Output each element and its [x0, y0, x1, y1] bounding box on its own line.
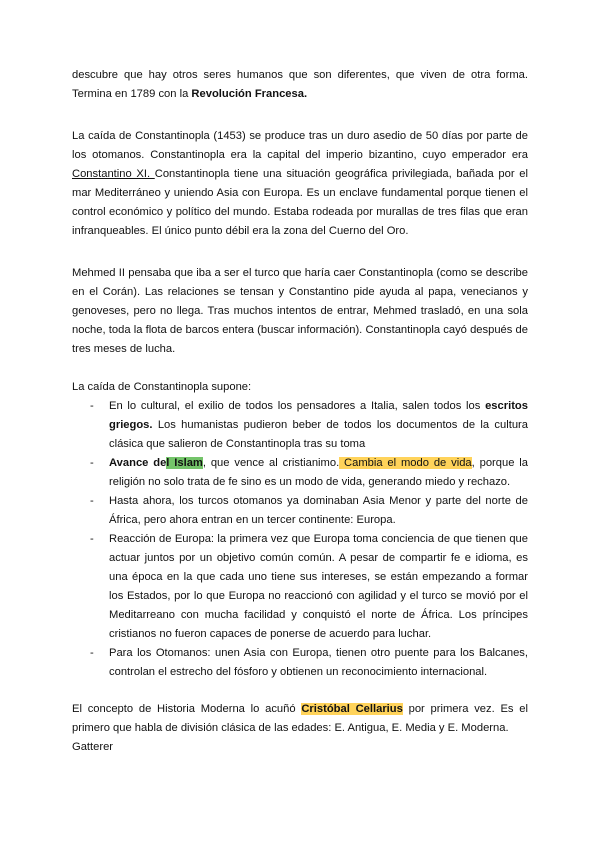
green-highlight: l Islam — [166, 457, 203, 469]
text-run: por primera vez. Es el primero que habla de división clásica de las edades: E. Antigua, E. Media y E. Moderna. — [72, 703, 528, 734]
text-run: Gatterer — [72, 741, 114, 753]
bold-text: Revolución Francesa. — [191, 88, 308, 100]
list-item — [90, 454, 528, 492]
text-run: Para los Otomanos: unen Asia con Europa, tienen otro puente para los Balcanes, controlan el estrecho del fósforo y obtienen un reconocimiento internacional. — [109, 647, 528, 678]
text-run: Constantinopla tiene una situación geográfica privilegiada, bañada por el mar Mediterráneo y uniendo Asia con Europa. Es un enclave fundamental porque tienen el control económico y político del mundo. Estaba rodeada por murallas de tres filas que eran infranqueables. El único punto débil era la zona del Cuerno del Oro. — [72, 168, 528, 237]
list-item — [90, 492, 528, 530]
list-dash: - — [90, 495, 94, 507]
list-dash: - — [90, 400, 94, 412]
paragraph-intro-end — [72, 66, 528, 104]
list-item — [90, 397, 528, 454]
yellow-highlight: Cristóbal Cellarius — [301, 703, 403, 715]
paragraph-historia-moderna — [72, 700, 528, 757]
paragraph-consequences-intro — [72, 378, 528, 397]
bold-text: escritos griegos. — [109, 400, 528, 431]
list-dash: - — [90, 647, 94, 659]
text-run: Hasta ahora, los turcos otomanos ya dominaban Asia Menor y parte del norte de África, pero ahora entran en un tercer continente: Europa. — [109, 495, 528, 526]
text-run: Mehmed II pensaba que iba a ser el turco que haría caer Constantinopla (como se describe en el Corán). Las relaciones se tensan y Constantino pide ayuda al papa, venecianos y genoveses, pero no llega. Tras muchos intentos de entrar, Mehmed trasladó, en una sola noche, toda la flota de barcos entera (buscar información). Constantinopla cayó después de tres meses de lucha. — [72, 267, 528, 355]
text-run: , porque la religión no solo trata de fe sino es un modo de vida, generando miedo y rechazo. — [109, 457, 528, 488]
bold-text: Avance de — [109, 457, 167, 469]
yellow-highlight: Cambia el modo de vida — [339, 457, 472, 469]
list-item — [90, 530, 528, 644]
text-run: En lo cultural, el exilio de todos los pensadores a Italia, salen todos los — [109, 400, 486, 412]
text-run: Reacción de Europa: la primera vez que Europa toma conciencia de que tienen que actuar juntos por un objetivo común común. A pesar de compartir fe e idioma, es una época en la que cada uno tiene sus intereses, se están empezando a formar los Estados, por lo que Europa no reaccionó con agilidad y el turco se movió por el Meditarreano con mucha facilidad y conquistó el norte de África. Los príncipes cristianos no fueron capaces de ponerse de acuerdo para luchar. — [109, 533, 528, 640]
paragraph-fall-of-constantinople — [72, 127, 528, 241]
underlined-text: Constantino XI. — [72, 168, 155, 180]
text-run: , que vence al cristianimo. — [202, 457, 340, 469]
text-run: descubre que hay otros seres humanos que son diferentes, que viven de otra forma. Termina en 1789 con la — [72, 69, 528, 100]
list-dash: - — [90, 457, 94, 469]
consequences-list — [90, 397, 528, 682]
text-run: La caída de Constantinopla supone: — [72, 381, 252, 393]
paragraph-mehmed — [72, 264, 528, 359]
text-run: El concepto de Historia Moderna lo acuñó — [72, 703, 302, 715]
list-item — [90, 644, 528, 682]
text-run: La caída de Constantinopla (1453) se produce tras un duro asedio de 50 días por parte de los otomanos. Constantinopla era la capital del imperio bizantino, cuyo emperador era — [72, 130, 528, 161]
list-dash: - — [90, 533, 94, 545]
text-run: Los humanistas pudieron beber de todos los documentos de la cultura clásica que salieron de Constantinopla tras su toma — [109, 419, 528, 450]
